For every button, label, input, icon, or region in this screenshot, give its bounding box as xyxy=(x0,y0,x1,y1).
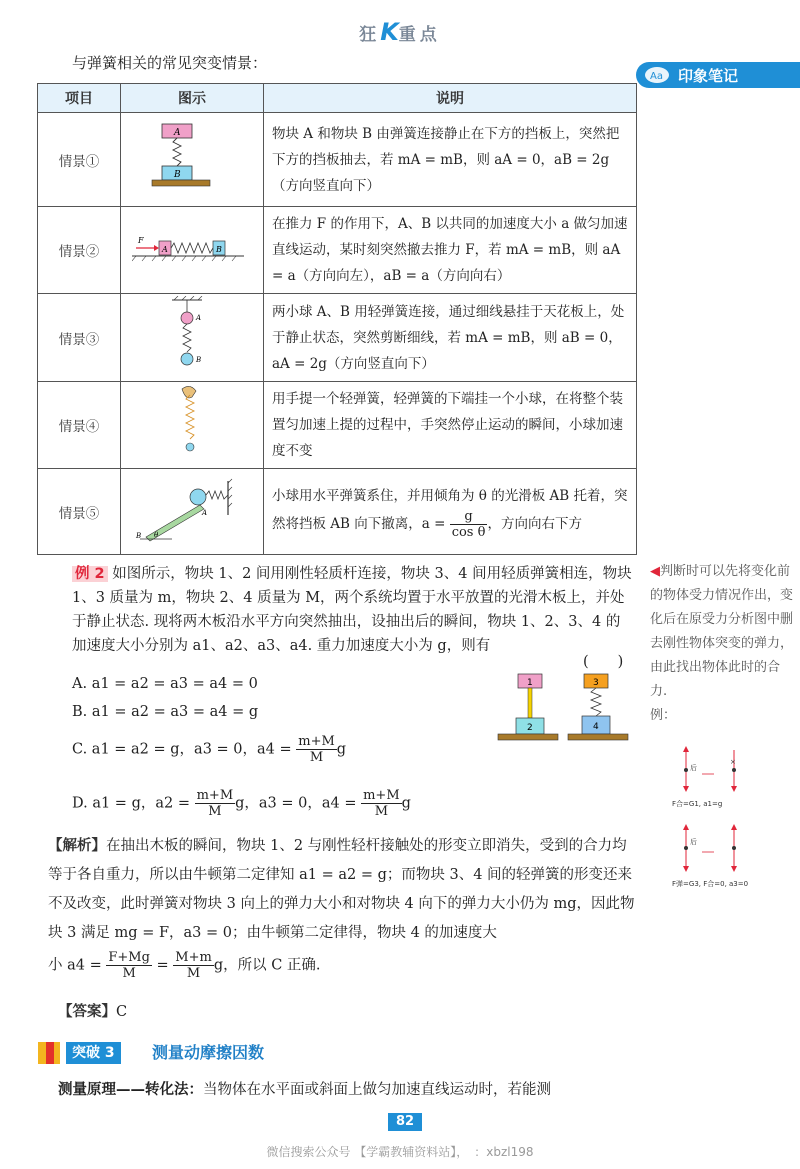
svg-text:F: F xyxy=(138,236,144,245)
svg-text:A: A xyxy=(162,245,168,254)
row-name: 情景③ xyxy=(38,294,121,382)
row-desc: 在推力 F 的作用下，A、B 以共同的加速度大小 a 做匀加速直线运动，某时刻突然撤去推力 F，若 mA = mB，则 aA = a（方向向左），aB = a（方向向右） xyxy=(264,207,637,294)
k-logo: K xyxy=(380,18,399,46)
solution-text: 在抽出木板的瞬间，物块 1、2 与刚性轻杆接触处的形变立即消失，受到的合力均等于各自重力，所以由牛顿第二定律知 a1 = a2 = g；而物块 3、4 间的轻弹簧的形变还来不及改变，此时弹簧对物块 3 向上的弹力大小和对物块 4 向下的弹力大小仍为 mg，因此物块 3 满足 mg = F，a3 = 0；由牛顿第二定律得，物块 4 的加速度大 xyxy=(48,838,635,941)
row-name: 情景① xyxy=(38,113,121,207)
answer xyxy=(58,1000,127,1021)
table-row xyxy=(38,113,637,207)
svg-text:θ: θ xyxy=(154,530,159,539)
block-label: 4 xyxy=(593,722,599,732)
example-2 xyxy=(72,562,632,658)
fraction: $\frac{m+M}{M}$ xyxy=(196,788,234,819)
fraction: $\frac{m+M}{M}$ xyxy=(298,734,335,765)
fraction: $\frac{m+M}{M}$ xyxy=(363,788,400,819)
row-name: 情景④ xyxy=(38,382,121,469)
solution-formula: 小 a4 = $\frac{F+Mg}{M}$ = $\frac{M+m}{M}$ g，所以 C 正确. xyxy=(48,950,321,981)
page-number: 82 xyxy=(388,1113,422,1131)
scenario2-figure xyxy=(132,228,252,268)
block-label: 2 xyxy=(527,723,533,733)
svg-text:×: × xyxy=(730,758,736,766)
figure-cell xyxy=(121,294,264,382)
table-header-row xyxy=(38,84,637,113)
scenario5-figure xyxy=(132,475,252,545)
spring-scenario-table xyxy=(37,83,637,555)
side-tip: ◀判断时可以先将变化前的物体受力情况作出，变化后在原受力分析图中删去刚性物体突变的弹力，由此找出物体此时的合力. 例： xyxy=(650,564,794,723)
tip-caption: F弹=G3, F合=0, a3=0 xyxy=(672,880,749,888)
row-name: 情景② xyxy=(38,207,121,294)
figure-cell xyxy=(121,469,264,555)
tip-diagrams xyxy=(672,744,782,894)
triangle-icon: ◀ xyxy=(650,564,660,579)
principle-text: 测量原理——转化法：当物体在水平面或斜面上做匀加速直线运动时，若能测 xyxy=(58,1082,551,1098)
section-heading xyxy=(38,1042,358,1064)
section-title: 测量动摩擦因数 xyxy=(152,1043,265,1062)
svg-text:B: B xyxy=(196,355,202,364)
scenario4-figure xyxy=(132,383,252,463)
side-note-tab xyxy=(636,62,800,88)
col-header: 项目 xyxy=(38,84,121,113)
fraction: $\frac{g}{\text{cos θ}}$ xyxy=(451,509,486,540)
scenario1-figure xyxy=(132,118,252,198)
tip-mid-label: 后 xyxy=(690,764,697,772)
svg-text:B: B xyxy=(174,169,181,180)
example-figure xyxy=(496,672,636,746)
notebook-icon xyxy=(644,65,670,85)
svg-text:B: B xyxy=(216,245,222,254)
table-row xyxy=(38,469,637,555)
figure-cell xyxy=(121,207,264,294)
running-header: 狂K重点 xyxy=(359,18,441,46)
svg-text:A: A xyxy=(196,313,202,322)
example-text: 如图所示，物块 1、2 间用刚性轻质杆连接，物块 3、4 间用轻质弹簧相连，物块 1、3 质量为 m，物块 2、4 质量为 M，两个系统均置于水平放置的光滑木板上，并处于静止状态. 现将两木板沿水平方向突然抽出，设抽出后的瞬间，物块 1、2、3、4 的加速度大小分别为 a1、a2、a3、a4. 重力加速度大小为 g，则有 xyxy=(72,566,632,654)
option-b: B. a1 = a2 = a3 = a4 = g xyxy=(72,704,259,720)
example-tag: 例 2 xyxy=(72,566,108,582)
block-label: 3 xyxy=(593,678,599,688)
fraction: $\frac{M+m}{M}$ xyxy=(175,950,212,981)
answer-value: C xyxy=(116,1004,128,1020)
option-c: C. a1 = a2 = g，a3 = 0，a4 = $\frac{m+M}{M}$ g xyxy=(72,734,347,765)
solution-tag: 【解析】 xyxy=(48,838,106,854)
section-label: 突破 3 xyxy=(66,1042,121,1064)
svg-text:A: A xyxy=(174,127,181,138)
row-name: 情景⑤ xyxy=(38,469,121,555)
row-desc: 用手提一个轻弹簧，轻弹簧的下端挂一个小球，在将整个装置匀加速上提的过程中，手突然停止运动的瞬间，小球加速度不变 xyxy=(264,382,637,469)
col-header: 说明 xyxy=(264,84,637,113)
fraction: $\frac{F+Mg}{M}$ xyxy=(108,950,150,981)
row-desc: 两小球 A、B 用轻弹簧连接，通过细线悬挂于天花板上，处于静止状态，突然剪断细线，若 mA = mB，则 aB = 0，aA = 2g（方向竖直向下） xyxy=(264,294,637,382)
tip-caption: F合=G1, a1=g xyxy=(672,800,723,808)
block-label: 1 xyxy=(527,678,533,688)
row-desc: 物块 A 和物块 B 由弹簧连接静止在下方的挡板上，突然把下方的挡板抽去，若 mA = mB，则 aA = 0，aB = 2g（方向竖直向下） xyxy=(264,113,637,207)
solution xyxy=(48,832,638,948)
tip-mid-label: 后 xyxy=(690,838,697,846)
table-row xyxy=(38,382,637,469)
intro-text: 与弹簧相关的常见突变情景： xyxy=(72,54,268,72)
row-desc: 小球用水平弹簧系住，并用倾角为 θ 的光滑板 AB 托着，突然将挡板 AB 向下撤离，a = $\frac{g}{\text{cos θ}}$ ，方向向右下方 xyxy=(264,469,637,555)
col-header: 图示 xyxy=(121,84,264,113)
figure-cell xyxy=(121,382,264,469)
svg-text:A: A xyxy=(202,508,208,517)
side-note-label: 印象笔记 xyxy=(678,67,739,85)
table-row xyxy=(38,294,637,382)
scenario3-figure xyxy=(132,296,252,376)
svg-text:Aa: Aa xyxy=(650,71,663,82)
svg-text:B: B xyxy=(136,531,142,540)
table-row xyxy=(38,207,637,294)
answer-tag: 【答案】 xyxy=(58,1004,116,1020)
answer-paren: ( ) xyxy=(583,654,624,670)
option-d: D. a1 = g，a2 = $\frac{m+M}{M}$ g，a3 = 0，a4 = $\frac{m+M}{M}$ g xyxy=(72,788,411,819)
footer-watermark: 微信搜索公众号 【学霸教辅资料站】， ：xbzl198 xyxy=(266,1145,534,1159)
figure-cell xyxy=(121,113,264,207)
option-a: A. a1 = a2 = a3 = a4 = 0 xyxy=(72,676,258,692)
